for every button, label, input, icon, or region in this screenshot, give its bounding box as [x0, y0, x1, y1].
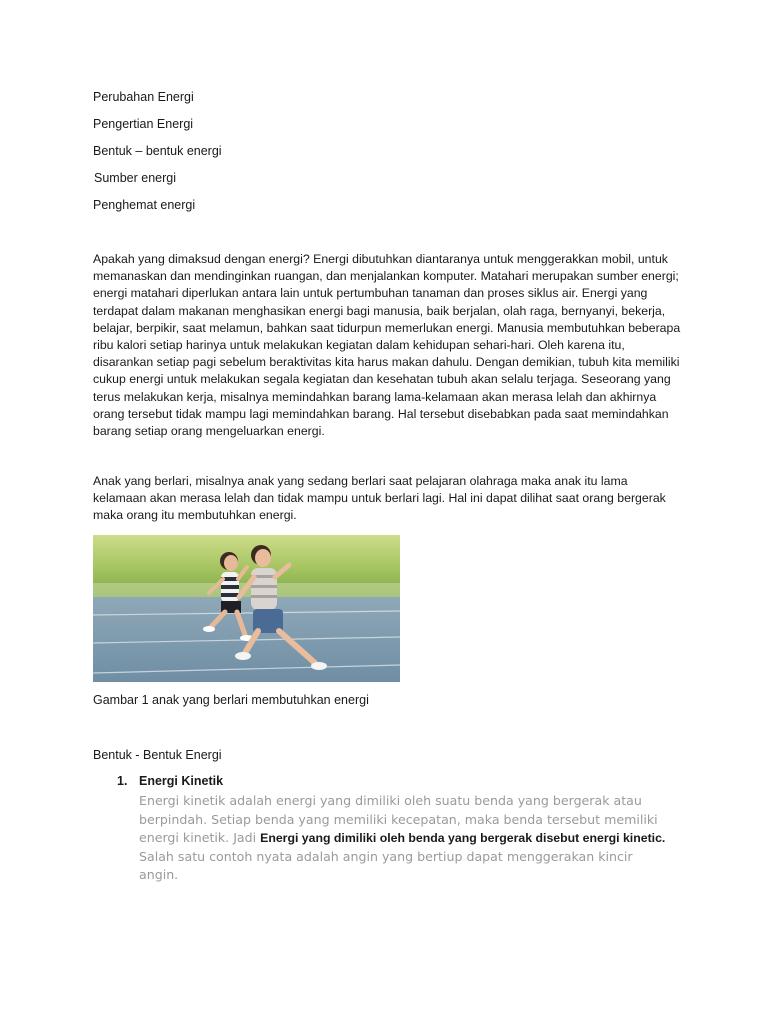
paragraph-running-child: Anak yang berlari, misalnya anak yang sedang berlari saat pelajaran olahraga maka anak itu lama kelamaan akan merasa lelah dan tidak mampu untuk berlari lagi. Hal ini dapat dilihat saat orang bergerak maka orang itu membutuhkan energi.: [93, 474, 666, 523]
figure-caption: Gambar 1 anak yang berlari membutuhkan energi: [93, 693, 369, 707]
toc-line-perubahan-energi: Perubahan Energi: [93, 90, 194, 104]
toc-line-sumber-energi: Sumber energi: [94, 171, 176, 185]
list-item-title: Energi Kinetik: [139, 774, 224, 788]
list-item-text-before: Energi kinetik adalah energi yang dimiliki oleh suatu benda yang bergerak atau berpindah. Setiap benda yang memiliki kecepatan, maka benda tersebut memiliki energi kinetik. Jadi: [139, 793, 658, 845]
paragraph-intro: Apakah yang dimaksud dengan energi? Energi dibutuhkan diantaranya untuk menggerakkan mobil, untuk memanaskan dan mendinginkan ruangan, dan menjalankan komputer. Matahari merupakan sumber energi; energi matahari diperlukan antara lain untuk pertumbuhan tanaman dan proses siklus air. Energi yang terdapat dalam makanan menghasikan energi bagi manusia, baik berjalan, olah raga, bernyanyi, bekerja, belajar, berpikir, saat melamun, bahkan saat tidurpun memerlukan energi. Manusia membutuhkan beberapa ribu kalori setiap harinya untuk melakukan kegiatan dalam kehidupan sehari-hari. Oleh karena itu, disarankan setiap pagi sebelum beraktivitas kita harus makan dahulu. Dengan demikian, tubuh kita memiliki cukup energi untuk melakukan segala kegiatan dan kesehatan tubuh akan selalu terjaga. Seseorang yang terus melakukan kerja, misalnya memindahkan barang lama-kelamaan akan merasa lelah dan akhirnya orang tersebut tidak mampu lagi memindahkan barang. Hal tersebut disebabkan pada saat memindahkan barang setiap orang mengeluarkan energi.: [93, 252, 681, 439]
section-heading: Bentuk - Bentuk Energi: [93, 748, 222, 762]
toc-line-pengertian-energi: Pengertian Energi: [93, 117, 194, 131]
toc-line-penghemat-energi: Penghemat energi: [93, 198, 196, 212]
toc-line-bentuk-energi: Bentuk – bentuk energi: [93, 144, 222, 158]
running-children-photo: [93, 535, 400, 682]
list-item-text-strong: Energi yang dimiliki oleh benda yang bergerak disebut energi kinetic.: [260, 831, 666, 845]
list-item-body: [139, 792, 669, 885]
list-item-text-after: Salah satu contoh nyata adalah angin yang bertiup dapat menggerakan kincir angin.: [139, 848, 633, 882]
list-item-number: 1.: [117, 774, 128, 788]
